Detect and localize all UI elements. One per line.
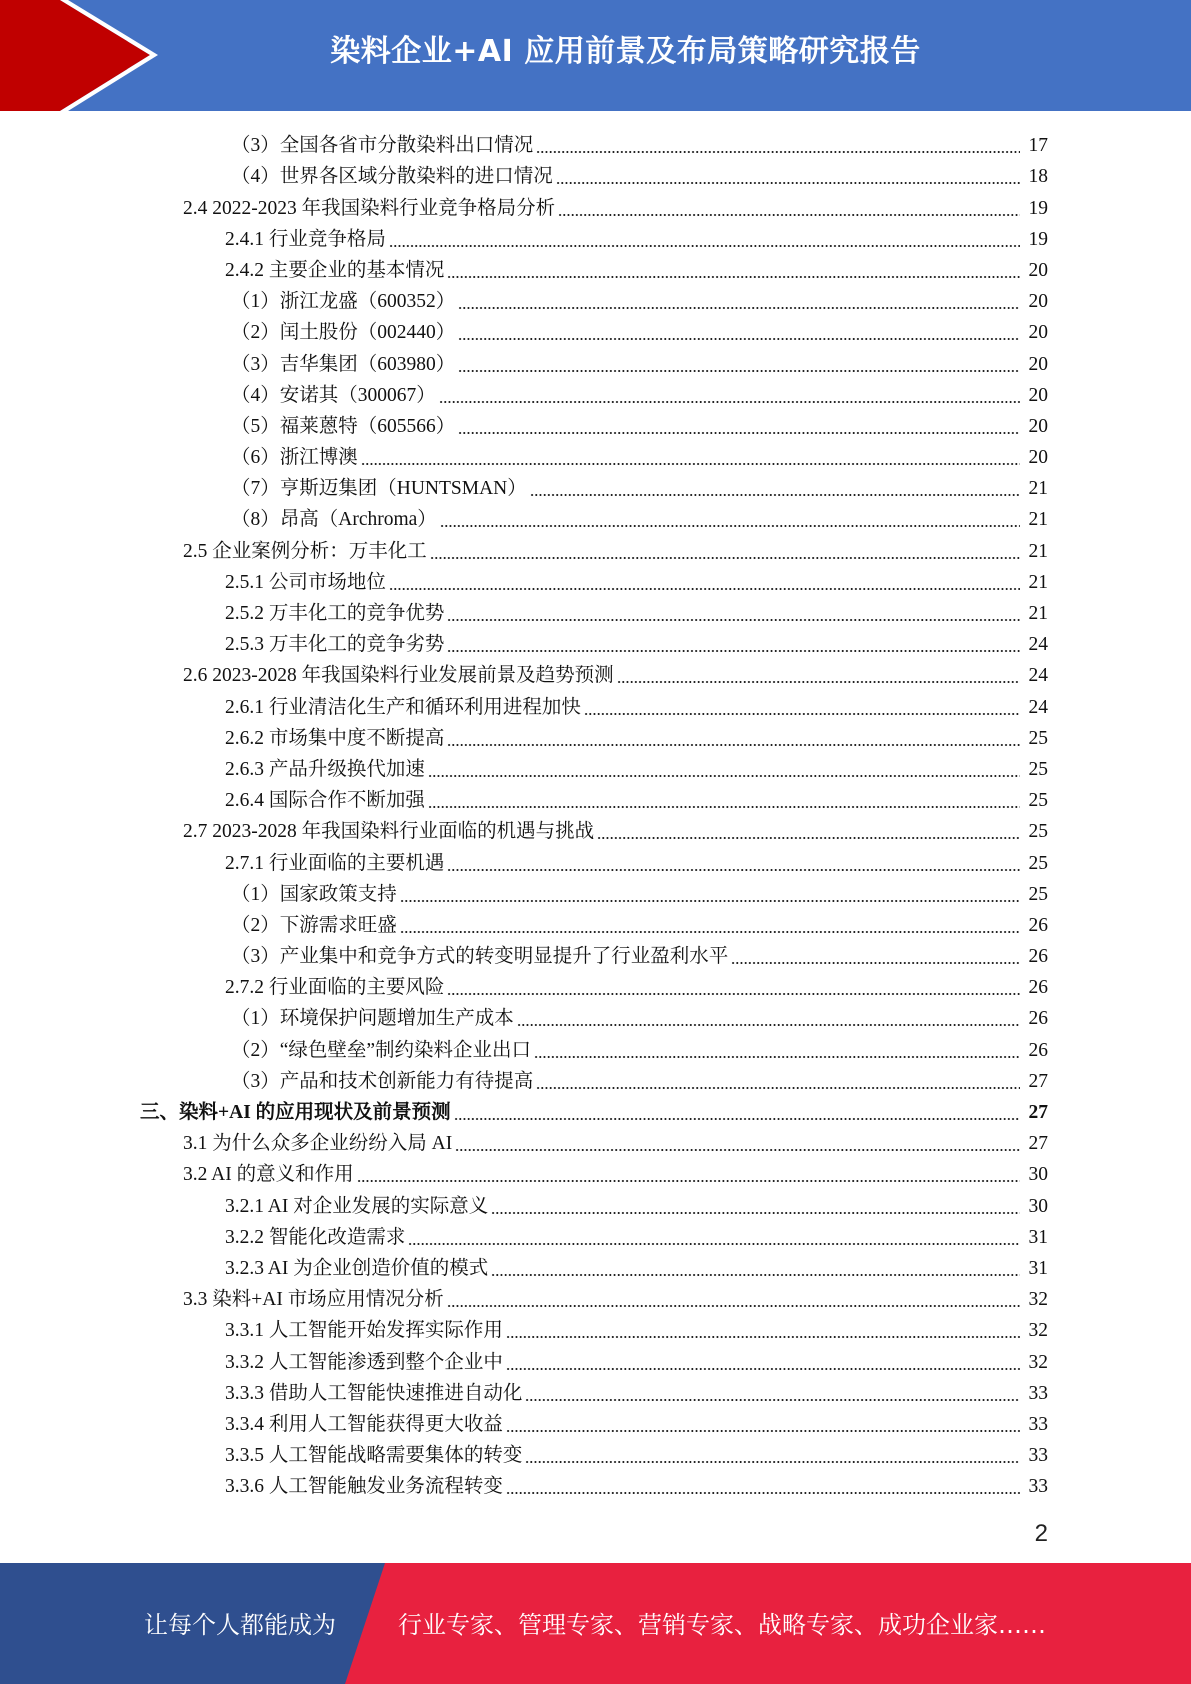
toc-entry-page: 30 [1028,1164,1048,1186]
toc-dot-leader [458,432,1020,434]
toc-entry-page: 32 [1028,1351,1048,1373]
toc-entry-title: 2.6.3 产品升级换代加速 [225,758,425,780]
toc-dot-leader [558,214,1020,216]
toc-entry-title: （3）吉华集团（603980） [231,353,456,375]
toc-entry-page: 20 [1028,415,1048,437]
toc-entry[interactable] [0,1312,1191,1343]
toc-entry-title: （3）产品和技术创新能力有待提高 [231,1070,534,1092]
toc-entry-page: 26 [1028,977,1048,999]
toc-entry-title: 3.3.1 人工智能开始发挥实际作用 [225,1320,503,1342]
toc-entry-title: （1）环境保护问题增加生产成本 [231,1008,514,1030]
toc-entry-title: （5）福莱蒽特（605566） [231,415,456,437]
toc-entry[interactable] [0,1031,1191,1062]
toc-entry[interactable] [0,907,1191,938]
toc-entry-page: 17 [1028,135,1048,157]
toc-entry[interactable] [0,1406,1191,1437]
report-title: 染料企业+AI 应用前景及布局策略研究报告 [330,34,921,69]
toc-dot-leader [447,744,1020,746]
toc-entry-page: 26 [1028,914,1048,936]
toc-entry-title: 3.1 为什么众多企业纷纷入局 AI [183,1133,453,1155]
toc-entry[interactable] [0,439,1191,470]
toc-entry-title: 3.3.2 人工智能渗透到整个企业中 [225,1351,503,1373]
toc-entry-page: 33 [1028,1476,1048,1498]
toc-entry[interactable] [0,1125,1191,1156]
toc-entry-title: 2.4.1 行业竞争格局 [225,228,386,250]
toc-entry-page: 21 [1028,478,1048,500]
toc-entry-title: 3.2.2 智能化改造需求 [225,1226,406,1248]
toc-dot-leader [506,1368,1020,1370]
toc-dot-leader [525,1461,1020,1463]
toc-dot-leader [530,494,1020,496]
toc-entry-title: 3.3.3 借助人工智能快速推进自动化 [225,1382,523,1404]
toc-entry-title: 2.4.2 主要企业的基本情况 [225,259,445,281]
toc-entry[interactable] [0,221,1191,252]
toc-entry[interactable] [0,876,1191,907]
toc-entry-page: 31 [1028,1257,1048,1279]
toc-dot-leader [491,1274,1020,1276]
toc-entry-title: （3）全国各省市分散染料出口情况 [231,135,534,157]
table-of-contents [0,127,1191,1499]
toc-entry-page: 33 [1028,1445,1048,1467]
toc-entry-title: （8）昂高（Archroma） [231,509,437,531]
footer-slogan-right: 行业专家、管理专家、营销专家、战略专家、成功企业家…… [398,1611,1046,1639]
toc-entry-page: 27 [1028,1133,1048,1155]
toc-dot-leader [447,276,1020,278]
toc-entry-title: 3.3.6 人工智能触发业务流程转变 [225,1476,503,1498]
toc-entry-page: 21 [1028,571,1048,593]
toc-entry-page: 19 [1028,228,1048,250]
toc-dot-leader [389,588,1020,590]
toc-dot-leader [389,245,1020,247]
toc-entry-title: 2.7.1 行业面临的主要机遇 [225,852,445,874]
toc-entry-title: （3）产业集中和竞争方式的转变明显提升了行业盈利水平 [231,946,729,968]
toc-entry-title: 2.6.2 市场集中度不断提高 [225,727,445,749]
toc-entry-page: 20 [1028,291,1048,313]
toc-dot-leader [458,338,1020,340]
toc-entry-page: 24 [1028,634,1048,656]
toc-dot-leader [584,713,1020,715]
toc-entry-page: 25 [1028,758,1048,780]
toc-entry-title: 3.2.1 AI 对企业发展的实际意义 [225,1195,489,1217]
toc-dot-leader [597,837,1020,839]
toc-entry-title: （4）安诺其（300067） [231,384,436,406]
toc-entry[interactable] [0,1375,1191,1406]
toc-dot-leader [400,900,1020,902]
toc-entry-page: 30 [1028,1195,1048,1217]
toc-dot-leader [447,650,1020,652]
toc-dot-leader [428,775,1020,777]
toc-entry-page: 32 [1028,1289,1048,1311]
toc-entry-title: 三、染料+AI 的应用现状及前景预测 [140,1102,451,1123]
toc-dot-leader [455,1149,1020,1151]
toc-dot-leader [534,1056,1020,1058]
toc-entry-page: 20 [1028,259,1048,281]
toc-entry-title: （2）“绿色壁垒”制约染料企业出口 [231,1039,532,1061]
toc-entry[interactable] [0,377,1191,408]
toc-dot-leader [556,182,1020,184]
toc-dot-leader [506,1430,1020,1432]
toc-dot-leader [525,1399,1020,1401]
page-number: 2 [1034,1520,1048,1547]
toc-entry-title: （4）世界各区域分散染料的进口情况 [231,166,553,188]
toc-entry[interactable] [0,189,1191,220]
toc-entry[interactable] [0,626,1191,657]
toc-dot-leader [447,619,1020,621]
toc-entry-page: 20 [1028,353,1048,375]
toc-entry-title: 3.2 AI 的意义和作用 [183,1164,354,1186]
toc-entry-page: 20 [1028,447,1048,469]
toc-entry[interactable] [0,345,1191,376]
toc-entry-page: 18 [1028,166,1048,188]
toc-entry[interactable] [0,1000,1191,1031]
toc-entry-title: 2.6 2023-2028 年我国染料行业发展前景及趋势预测 [183,665,614,687]
toc-dot-leader [439,401,1020,403]
toc-entry-title: 2.7 2023-2028 年我国染料行业面临的机遇与挑战 [183,821,595,843]
toc-dot-leader [617,681,1020,683]
toc-entry[interactable] [0,408,1191,439]
toc-entry-page: 33 [1028,1413,1048,1435]
toc-entry-page: 27 [1028,1102,1048,1123]
toc-entry-title: 2.7.2 行业面临的主要风险 [225,977,445,999]
toc-entry[interactable] [0,813,1191,844]
toc-dot-leader [536,151,1020,153]
toc-entry-title: 3.3 染料+AI 市场应用情况分析 [183,1289,444,1311]
toc-entry-title: 3.3.5 人工智能战略需要集体的转变 [225,1445,523,1467]
toc-entry-page: 25 [1028,821,1048,843]
toc-entry-title: （2）下游需求旺盛 [231,914,397,936]
toc-dot-leader [400,931,1020,933]
toc-entry[interactable] [0,1094,1191,1125]
toc-entry-page: 24 [1028,665,1048,687]
toc-entry-title: 2.5.3 万丰化工的竞争劣势 [225,634,445,656]
toc-entry-page: 26 [1028,946,1048,968]
toc-entry-page: 32 [1028,1320,1048,1342]
toc-dot-leader [408,1243,1020,1245]
toc-entry[interactable] [0,688,1191,719]
toc-entry-page: 25 [1028,852,1048,874]
toc-dot-leader [430,557,1020,559]
toc-dot-leader [536,1087,1020,1089]
toc-entry[interactable] [0,501,1191,532]
toc-dot-leader [361,463,1020,465]
toc-entry[interactable] [0,1437,1191,1468]
toc-entry[interactable] [0,1281,1191,1312]
toc-entry-title: 3.2.3 AI 为企业创造价值的模式 [225,1257,489,1279]
toc-entry-title: 2.5 企业案例分析：万丰化工 [183,540,427,562]
toc-entry[interactable] [0,751,1191,782]
toc-entry-page: 25 [1028,790,1048,812]
toc-entry-page: 21 [1028,603,1048,624]
toc-entry[interactable] [0,158,1191,189]
toc-entry-title: （2）闰土股份（002440） [231,322,456,344]
toc-entry-title: 2.6.4 国际合作不断加强 [225,790,425,812]
toc-entry[interactable] [0,314,1191,345]
toc-entry-title: （7）亨斯迈集团（HUNTSMAN） [231,478,527,500]
toc-dot-leader [506,1492,1020,1494]
toc-dot-leader [491,1212,1020,1214]
toc-dot-leader [440,525,1020,527]
toc-entry-title: 2.5.2 万丰化工的竞争优势 [225,603,445,624]
toc-entry[interactable] [0,969,1191,1000]
toc-entry[interactable] [0,1468,1191,1499]
page-header [0,0,1191,111]
toc-entry-title: 2.4 2022-2023 年我国染料行业竞争格局分析 [183,197,556,219]
toc-entry[interactable] [0,532,1191,563]
toc-entry-page: 25 [1028,727,1048,749]
toc-dot-leader [447,1305,1020,1307]
toc-dot-leader [454,1118,1020,1120]
toc-entry[interactable] [0,1156,1191,1187]
toc-entry[interactable] [0,938,1191,969]
toc-entry[interactable] [0,252,1191,283]
toc-entry[interactable] [0,1343,1191,1374]
toc-entry[interactable] [0,1063,1191,1094]
toc-entry-title: 3.3.4 利用人工智能获得更大收益 [225,1413,503,1435]
toc-dot-leader [357,1180,1020,1182]
toc-dot-leader [428,806,1020,808]
toc-entry-title: （6）浙江博澳 [231,447,358,469]
toc-entry[interactable] [0,844,1191,875]
toc-entry[interactable] [0,782,1191,813]
toc-entry-page: 20 [1028,384,1048,406]
toc-entry-page: 33 [1028,1382,1048,1404]
toc-entry-page: 21 [1028,509,1048,531]
toc-dot-leader [506,1336,1020,1338]
toc-entry-title: （1）国家政策支持 [231,883,397,905]
toc-entry-page: 19 [1028,197,1048,219]
toc-entry-title: 2.6.1 行业清洁化生产和循环利用进程加快 [225,696,581,718]
toc-dot-leader [731,962,1020,964]
toc-entry[interactable] [0,720,1191,751]
toc-entry-title: （1）浙江龙盛（600352） [231,291,456,313]
page-footer [0,1563,1191,1684]
toc-entry-page: 24 [1028,696,1048,718]
toc-entry-page: 26 [1028,1039,1048,1061]
footer-slogan-left: 让每个人都能成为 [144,1611,336,1639]
toc-entry-title: 2.5.1 公司市场地位 [225,571,386,593]
toc-dot-leader [517,1024,1020,1026]
toc-entry-page: 21 [1028,540,1048,562]
toc-entry-page: 27 [1028,1070,1048,1092]
toc-entry[interactable] [0,564,1191,595]
toc-entry[interactable] [0,595,1191,626]
toc-entry[interactable] [0,470,1191,501]
toc-entry[interactable] [0,1187,1191,1218]
toc-entry[interactable] [0,657,1191,688]
toc-entry-page: 26 [1028,1008,1048,1030]
toc-entry[interactable] [0,127,1191,158]
toc-entry[interactable] [0,1219,1191,1250]
toc-entry[interactable] [0,283,1191,314]
toc-dot-leader [458,370,1020,372]
toc-entry-page: 31 [1028,1226,1048,1248]
toc-dot-leader [447,869,1020,871]
toc-entry-page: 25 [1028,883,1048,905]
toc-entry-page: 20 [1028,322,1048,344]
toc-entry[interactable] [0,1250,1191,1281]
toc-dot-leader [447,993,1020,995]
toc-dot-leader [458,307,1020,309]
